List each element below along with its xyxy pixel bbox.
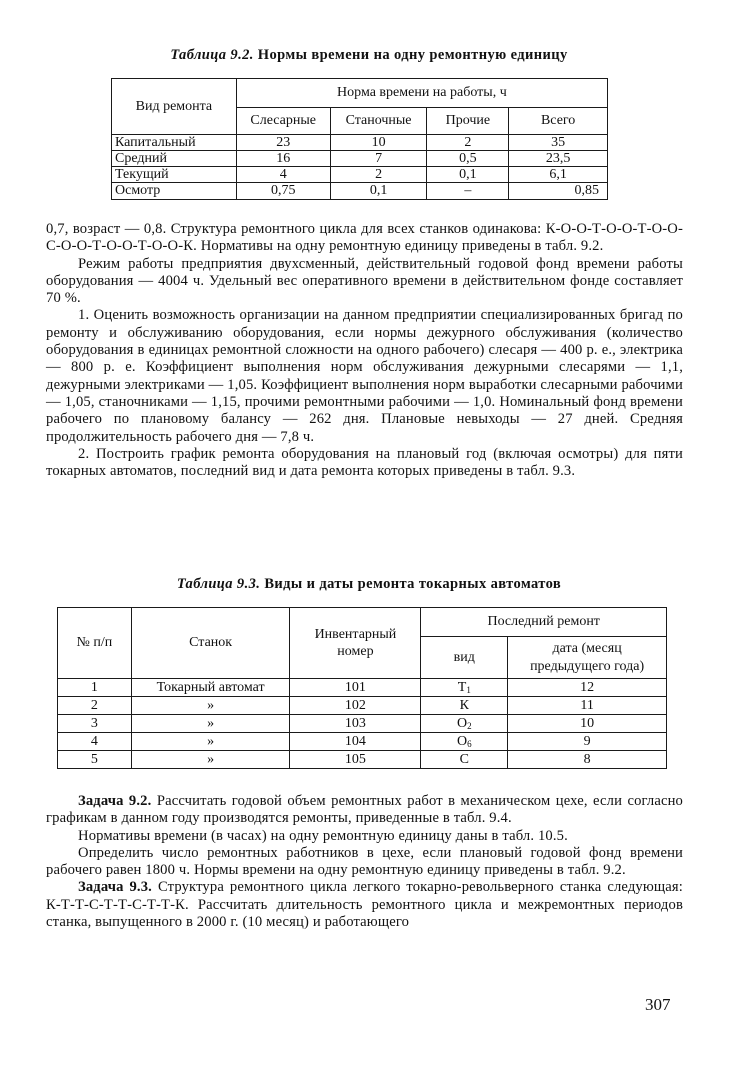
cell-num: 3 — [58, 715, 132, 733]
table-9-3-caption — [0, 576, 738, 593]
header-last-repair: Последний ремонт — [421, 608, 667, 637]
cell-machine: » — [131, 733, 290, 751]
cell-kind — [421, 751, 508, 769]
cell-value: 2 — [427, 135, 509, 151]
task-text: Структура ремонтного цикла легкого токарно-револьверного станка следующая: К-Т-Т-С-Т-Т-С-Т-Т-К. Рассчитать длительность ремонтного цикла и межремонтных периодов станка, выпущенного в 2000 г. (10 месяц) и работающего — [46, 879, 683, 931]
header-num: № п/п — [58, 608, 132, 679]
table-9-2-caption-label: Таблица 9.2. — [170, 47, 254, 63]
cell-value: 0,75 — [236, 183, 330, 200]
cell-kind — [421, 715, 508, 733]
task-label: Задача 9.2. — [78, 793, 152, 809]
cell-value: – — [427, 183, 509, 200]
cell-date: 10 — [508, 715, 667, 733]
cell-value: 10 — [330, 135, 427, 151]
task-label: Задача 9.3. — [78, 879, 152, 896]
cell-type: Текущий — [112, 167, 237, 183]
paragraph-task-9-2 — [46, 793, 683, 828]
paragraph: 2. Построить график ремонта оборудования на плановый год (включая осмотры) для пяти токарных автоматов, последний вид и дата ремонта которых приведены в табл. 9.3. — [46, 445, 683, 480]
cell-date: 8 — [508, 751, 667, 769]
cell-date: 9 — [508, 733, 667, 751]
kind-subscript: 2 — [467, 720, 472, 731]
header-kind: вид — [421, 637, 508, 679]
cell-date: 12 — [508, 679, 667, 697]
kind-letter: С — [459, 751, 469, 767]
table-row — [58, 679, 667, 697]
cell-num: 1 — [58, 679, 132, 697]
kind-letter: О — [456, 733, 468, 749]
header-inventory: Инвентарный номер — [290, 608, 421, 679]
header-machine: Станок — [131, 608, 290, 679]
table-9-3-caption-text: Виды и даты ремонта токарных автоматов — [264, 576, 562, 592]
table-row — [58, 697, 667, 715]
cell-date: 11 — [508, 697, 667, 715]
cell-num: 2 — [58, 697, 132, 715]
paragraph: Определить число ремонтных работников в цехе, если плановый годовой фонд времени рабочего равен 1800 ч. Нормы времени на одну ремонтную единицу приведены в табл. 9.2. — [46, 844, 683, 879]
table-row — [112, 183, 608, 200]
cell-value: 6,1 — [509, 167, 608, 183]
cell-value: 23 — [236, 135, 330, 151]
table-9-2-caption-text: Нормы времени на одну ремонтную единицу — [257, 47, 568, 63]
cell-type: Осмотр — [112, 183, 237, 200]
table-row — [112, 151, 608, 167]
cell-kind — [421, 679, 508, 697]
header-col-fitting: Слесарные — [236, 108, 330, 135]
header-col-machine: Станочные — [330, 108, 427, 135]
cell-inventory: 105 — [290, 751, 421, 769]
cell-value: 0,5 — [427, 151, 509, 167]
cell-value: 0,1 — [330, 183, 427, 200]
cell-num: 4 — [58, 733, 132, 751]
kind-subscript: 6 — [467, 738, 472, 749]
cell-kind — [421, 733, 508, 751]
kind-subscript: 1 — [466, 684, 471, 695]
cell-inventory: 103 — [290, 715, 421, 733]
cell-inventory: 104 — [290, 733, 421, 751]
cell-value: 23,5 — [509, 151, 608, 167]
cell-value: 35 — [509, 135, 608, 151]
task-text: Рассчитать годовой объем ремонтных работ в механическом цехе, если согласно графикам в данном году производятся ремонты, приведенные в табл. 9.4. — [46, 793, 684, 827]
cell-machine: » — [131, 751, 290, 769]
table-9-2-caption — [0, 47, 738, 64]
text-block-1 — [46, 221, 683, 480]
header-repair-type: Вид ремонта — [112, 79, 237, 135]
cell-num: 5 — [58, 751, 132, 769]
table-row — [58, 715, 667, 733]
cell-type: Средний — [112, 151, 237, 167]
cell-value: 0,1 — [427, 167, 509, 183]
cell-machine: » — [131, 715, 290, 733]
header-col-other: Прочие — [427, 108, 509, 135]
kind-letter: К — [459, 697, 469, 713]
header-date: дата (месяц предыдущего года) — [508, 637, 667, 679]
cell-machine: » — [131, 697, 290, 715]
cell-value: 0,85 — [509, 183, 608, 200]
cell-machine: Токарный автомат — [131, 679, 290, 697]
cell-inventory: 101 — [290, 679, 421, 697]
cell-kind — [421, 697, 508, 715]
cell-type: Капитальный — [112, 135, 237, 151]
paragraph-task-9-3 — [46, 879, 683, 931]
table-row — [58, 751, 667, 769]
text-block-2 — [46, 793, 683, 931]
kind-letter: T — [457, 679, 467, 695]
header-col-total: Всего — [509, 108, 608, 135]
cell-value: 2 — [330, 167, 427, 183]
header-time-norm: Норма времени на работы, ч — [236, 79, 607, 108]
table-row — [112, 135, 608, 151]
table-9-2 — [111, 78, 608, 200]
cell-value: 7 — [330, 151, 427, 167]
paragraph: Нормативы времени (в часах) на одну ремонтную единицу даны в табл. 10.5. — [78, 827, 568, 844]
paragraph: Режим работы предприятия двухсменный, действительный годовой фонд времени работы оборудования — 4004 ч. Удельный вес оперативного времени в действительном фонде составляет 70 %. — [46, 255, 683, 307]
cell-value: 16 — [236, 151, 330, 167]
cell-value: 4 — [236, 167, 330, 183]
kind-letter: О — [456, 715, 468, 731]
cell-inventory: 102 — [290, 697, 421, 715]
table-9-3-caption-label: Таблица 9.3. — [176, 576, 261, 592]
table-row — [58, 733, 667, 751]
paragraph: 0,7, возраст — 0,8. Структура ремонтного цикла для всех станков одинакова: К-О-О-Т-О-О-Т-О-О-С-О-О-Т-О-О-Т-О-О-К. Нормативы на одну ремонтную единицу приведены в табл. 9.2. — [46, 221, 683, 255]
table-row — [112, 167, 608, 183]
paragraph: 1. Оценить возможность организации на данном предприятии специализированных бригад по ремонту и обслуживанию оборудования, если нормы дежурного обслуживания (количество оборудования в единицах ремонтной сложности на одного рабочего) слесаря — 400 р. е., электрика — 800 р. е. Коэффициент выполнения норм обслуживания дежурными слесарями — 1,1, дежурными электриками — 1,05. Коэффициент выполнения норм выработки слесарными рабочими — 1,05, станочниками — 1,15, прочими ремонтными рабочими — 1,0. Номинальный фонд времени рабочего по плановому балансу — 262 дня. Плановые невыходы — 27 дней. Средняя продолжительность рабочего дня — 7,8 ч. — [46, 307, 683, 445]
table-9-3 — [57, 607, 667, 769]
page-number: 307 — [645, 995, 671, 1014]
